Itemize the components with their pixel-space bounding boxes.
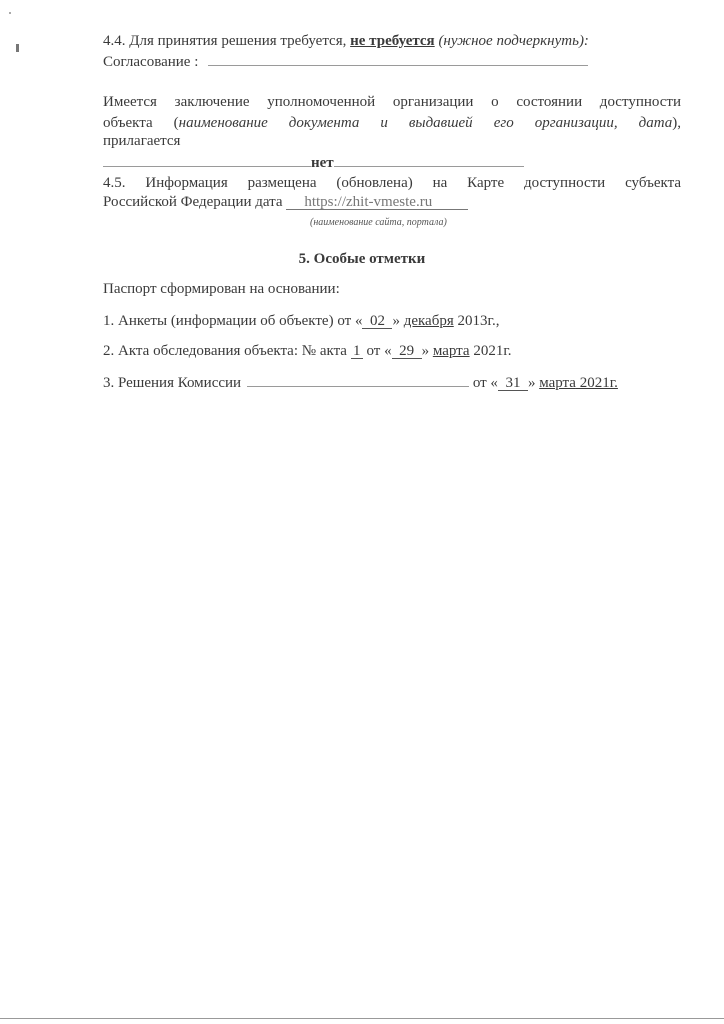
- conclusion-hint: наименование документа и выдавшей его организации, дата: [178, 115, 673, 131]
- item-2-number: 1: [351, 344, 363, 359]
- section-5-intro: Паспорт сформирован на основании:: [103, 281, 340, 297]
- conclusion-line-2: [103, 115, 681, 132]
- section-4-5-line-1: 4.5. Информация размещена (обновлена) на Карте доступности субъекта: [103, 175, 681, 191]
- approval-blank: [208, 53, 588, 66]
- item-2-from: от «: [362, 343, 392, 359]
- conclusion-value-line: [103, 154, 524, 172]
- item-2-month: марта: [432, 343, 470, 359]
- item-3-close: »: [527, 375, 540, 391]
- item-3-month: марта: [539, 375, 576, 391]
- item-1-day: 02: [362, 314, 392, 329]
- item-3-day: 31: [498, 376, 528, 391]
- section-5-title: 5. Особые отметки: [298, 251, 426, 267]
- item-2-day: 29: [392, 344, 422, 359]
- item-3-year: 2021г.: [575, 375, 618, 391]
- item-1-text: 1. Анкеты (информации об объекте) от «: [103, 313, 363, 329]
- section-5-item-3: [103, 374, 618, 392]
- section-4-5-date-label: Российской Федерации дата: [103, 194, 283, 210]
- conclusion-value: нет: [311, 155, 334, 171]
- section-5-item-2: [103, 343, 512, 360]
- conclusion-line-2-start: объекта (: [103, 115, 179, 131]
- item-3-text: 3. Решения Комиссии: [103, 375, 242, 391]
- section-5-item-1: [103, 313, 499, 330]
- item-1-month: декабря: [403, 313, 454, 329]
- section-4-4-line: [103, 33, 589, 50]
- item-1-close: »: [392, 313, 404, 329]
- section-4-4-hint: (нужное подчеркнуть):: [434, 33, 589, 49]
- scan-bottom-edge: [0, 1018, 724, 1019]
- conclusion-line-1: Имеется заключение уполномоченной организации о состоянии доступности: [103, 94, 681, 110]
- item-2-year: 2021г.: [469, 343, 512, 359]
- scan-mark-dot: [9, 12, 11, 14]
- item-3-blank: [247, 374, 469, 387]
- conclusion-line-3: прилагается: [103, 133, 181, 149]
- conclusion-blank-left: [103, 154, 311, 167]
- section-4-5-line-2: [103, 194, 468, 211]
- site-caption: (наименование сайта, портала): [310, 217, 447, 228]
- approval-line: [103, 53, 588, 71]
- item-2-close: »: [421, 343, 433, 359]
- map-site-link[interactable]: https://zhit-vmeste.ru: [286, 195, 468, 210]
- item-1-year: 2013г.,: [453, 313, 500, 329]
- item-3-from: от «: [469, 375, 498, 391]
- scan-mark-dash: [16, 44, 19, 52]
- item-2-text: 2. Акта обследования объекта: № акта: [103, 343, 351, 359]
- conclusion-blank-right: [334, 154, 524, 167]
- approval-label: Согласование :: [103, 54, 199, 70]
- conclusion-line-2-end: ),: [672, 115, 681, 131]
- section-4-4-selected: не требуется: [350, 33, 435, 49]
- section-4-4-prefix: 4.4. Для принятия решения требуется,: [103, 33, 351, 49]
